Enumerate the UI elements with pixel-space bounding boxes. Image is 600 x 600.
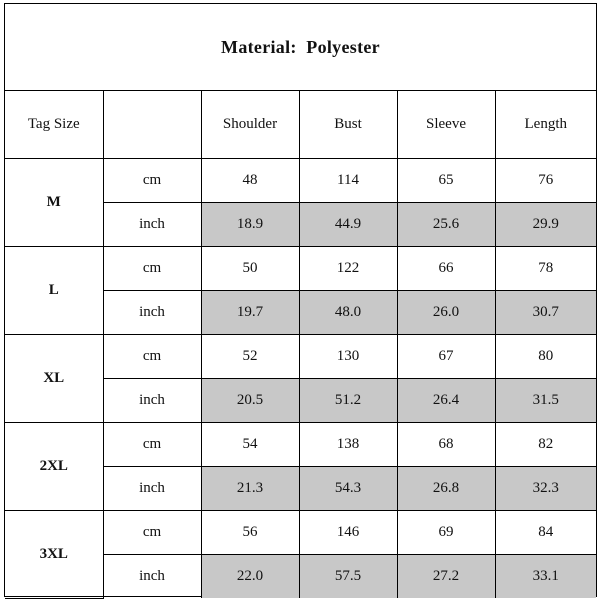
size-label: 2XL bbox=[5, 423, 103, 511]
bust-cell: 146 bbox=[299, 511, 397, 555]
table-row bbox=[5, 159, 596, 203]
unit-cell: inch bbox=[103, 555, 201, 599]
unit-cell: cm bbox=[103, 511, 201, 555]
shoulder-cell: 48 bbox=[201, 159, 299, 203]
header-tag-size: Tag Size bbox=[5, 90, 103, 159]
shoulder-cell: 20.5 bbox=[201, 379, 299, 423]
sleeve-cell: 26.4 bbox=[397, 379, 495, 423]
shoulder-cell: 52 bbox=[201, 335, 299, 379]
shoulder-cell: 19.7 bbox=[201, 291, 299, 335]
size-chart bbox=[4, 3, 597, 597]
table-row bbox=[5, 335, 596, 379]
header-row bbox=[5, 90, 596, 159]
length-cell: 31.5 bbox=[495, 379, 596, 423]
unit-cell: cm bbox=[103, 423, 201, 467]
length-cell: 84 bbox=[495, 511, 596, 555]
length-cell: 76 bbox=[495, 159, 596, 203]
unit-cell: inch bbox=[103, 203, 201, 247]
shoulder-cell: 50 bbox=[201, 247, 299, 291]
unit-cell: cm bbox=[103, 247, 201, 291]
size-label: XL bbox=[5, 335, 103, 423]
unit-cell: cm bbox=[103, 335, 201, 379]
shoulder-cell: 54 bbox=[201, 423, 299, 467]
shoulder-cell: 18.9 bbox=[201, 203, 299, 247]
bust-cell: 130 bbox=[299, 335, 397, 379]
header-sleeve: Sleeve bbox=[397, 90, 495, 159]
sleeve-cell: 66 bbox=[397, 247, 495, 291]
header-bust: Bust bbox=[299, 90, 397, 159]
size-table bbox=[5, 90, 596, 599]
sleeve-cell: 25.6 bbox=[397, 203, 495, 247]
shoulder-cell: 56 bbox=[201, 511, 299, 555]
sleeve-cell: 69 bbox=[397, 511, 495, 555]
length-cell: 82 bbox=[495, 423, 596, 467]
unit-cell: cm bbox=[103, 159, 201, 203]
unit-cell: inch bbox=[103, 467, 201, 511]
bust-cell: 138 bbox=[299, 423, 397, 467]
sleeve-cell: 27.2 bbox=[397, 555, 495, 599]
table-row bbox=[5, 511, 596, 555]
table-row bbox=[5, 247, 596, 291]
size-label: 3XL bbox=[5, 511, 103, 599]
length-cell: 80 bbox=[495, 335, 596, 379]
size-label: M bbox=[5, 159, 103, 247]
size-label: L bbox=[5, 247, 103, 335]
length-cell: 30.7 bbox=[495, 291, 596, 335]
bust-cell: 122 bbox=[299, 247, 397, 291]
length-cell: 29.9 bbox=[495, 203, 596, 247]
sleeve-cell: 65 bbox=[397, 159, 495, 203]
unit-cell: inch bbox=[103, 291, 201, 335]
unit-cell: inch bbox=[103, 379, 201, 423]
sleeve-cell: 67 bbox=[397, 335, 495, 379]
shoulder-cell: 21.3 bbox=[201, 467, 299, 511]
table-row bbox=[5, 423, 596, 467]
bust-cell: 54.3 bbox=[299, 467, 397, 511]
material-title: Material: Polyester bbox=[5, 4, 596, 91]
bust-cell: 114 bbox=[299, 159, 397, 203]
length-cell: 32.3 bbox=[495, 467, 596, 511]
header-unit bbox=[103, 90, 201, 159]
bust-cell: 44.9 bbox=[299, 203, 397, 247]
shoulder-cell: 22.0 bbox=[201, 555, 299, 599]
header-shoulder: Shoulder bbox=[201, 90, 299, 159]
bust-cell: 51.2 bbox=[299, 379, 397, 423]
header-length: Length bbox=[495, 90, 596, 159]
length-cell: 78 bbox=[495, 247, 596, 291]
sleeve-cell: 26.0 bbox=[397, 291, 495, 335]
length-cell: 33.1 bbox=[495, 555, 596, 599]
bust-cell: 57.5 bbox=[299, 555, 397, 599]
bust-cell: 48.0 bbox=[299, 291, 397, 335]
sleeve-cell: 26.8 bbox=[397, 467, 495, 511]
sleeve-cell: 68 bbox=[397, 423, 495, 467]
